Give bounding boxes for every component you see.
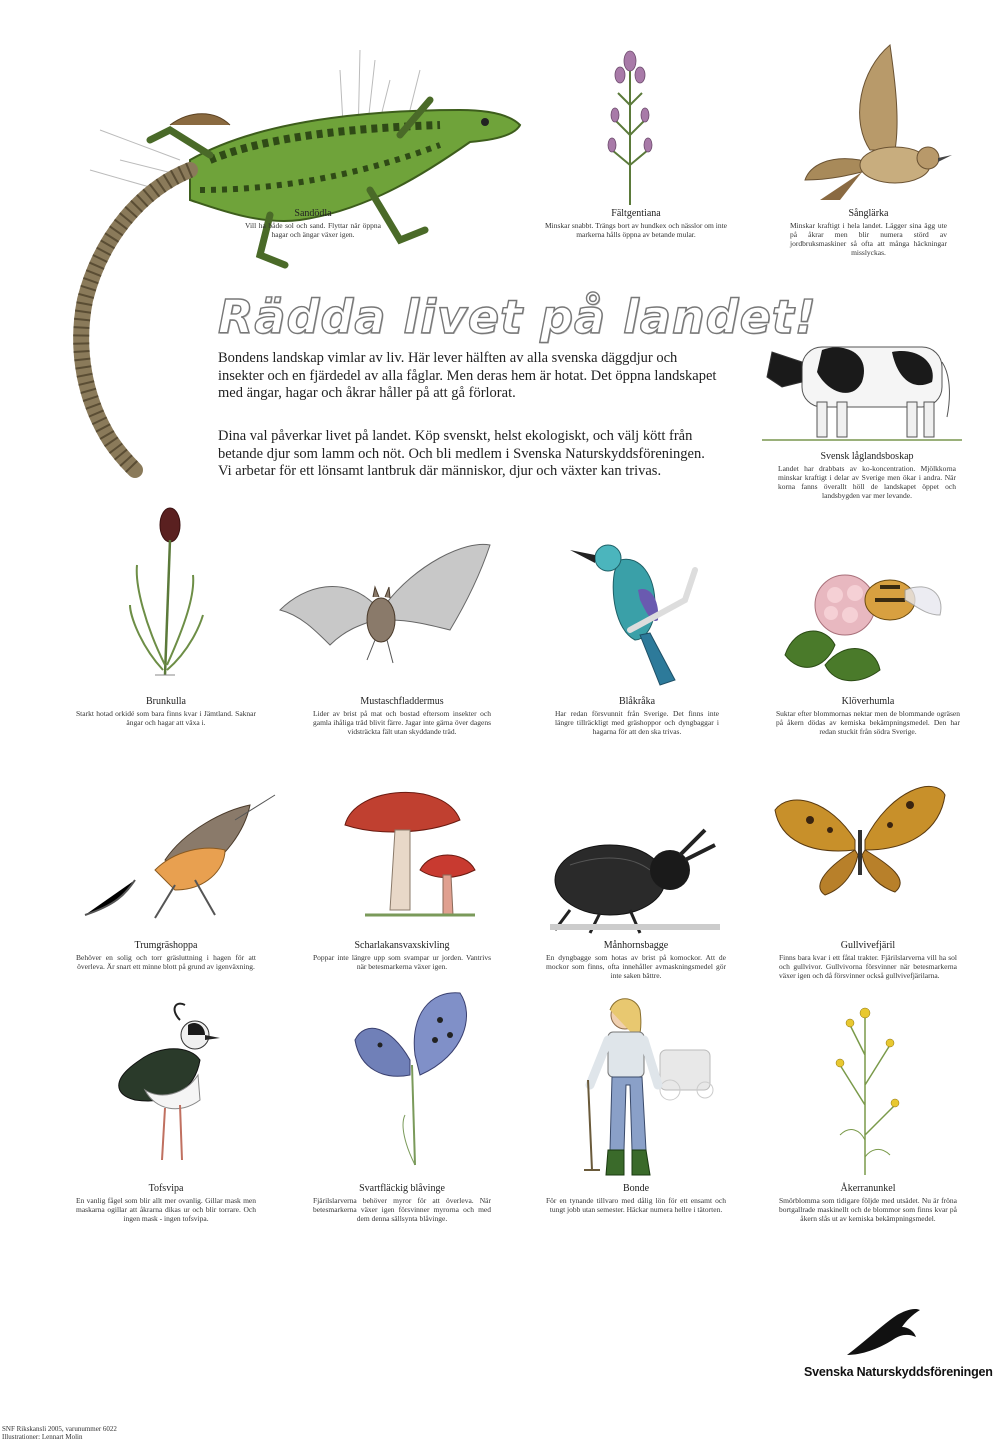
roller-bird-illustration xyxy=(560,530,720,690)
field-gentian-illustration xyxy=(600,45,660,205)
species-description: En vanlig fågel som blir allt mer ovanlig. Gillar mask men maskarna ogillar att åkrarna dikas ur och blir torrare. Och ingen mask - ingen tofsvipa. xyxy=(76,1196,256,1223)
caption-brunkulla xyxy=(76,696,256,727)
species-description: Starkt hotad orkidé som bara finns kvar i Jämtland. Saknar ängar och hagar att växa i. xyxy=(76,709,256,727)
species-name: Blåkråka xyxy=(618,696,656,707)
snf-swallow-logo-icon xyxy=(842,1305,922,1360)
species-description: Behöver en solig och torr gräsluttning i hagen för att överleva. Är snart ett minne blott på grund av igenväxning. xyxy=(76,953,256,971)
large-blue-butterfly-illustration xyxy=(350,985,480,1170)
caption-blakraka xyxy=(555,696,719,736)
caption-svensk-laglandsboskap xyxy=(778,451,956,500)
footer-line-2: Illustrationer: Lennart Molin xyxy=(2,1433,83,1441)
species-description: Suktar efter blommornas nektar men de blommande ogräsen på åkern dödas av kemiska bekämpningsmedel. Den har redan stuckit från södra Sverige. xyxy=(776,709,960,736)
species-description: Finns bara kvar i ett fåtal trakter. Fjärilslarverna vill ha sol och gullvivor. Gullvivorna försvinner när betesmarkerna växer igen och då försvinner också gullvivefjärilarna. xyxy=(779,953,957,980)
bumblebee-clover-illustration xyxy=(765,545,955,685)
caption-kloverhumla xyxy=(776,696,960,736)
caption-manhornsbagge xyxy=(546,940,726,980)
farmer-illustration xyxy=(570,990,730,1180)
species-description: Poppar inte längre upp som svampar ur jorden. Vantrivs när betesmarkerna växer igen. xyxy=(313,953,491,971)
sand-lizard-illustration xyxy=(40,40,540,480)
species-name: Brunkulla xyxy=(146,696,186,707)
species-description: Minskar kraftigt i hela landet. Lägger sina ägg ute på åkrar men blir numera störd av jordbruksmaskiner så ofta att många häckningar misslyckas. xyxy=(790,221,947,257)
lapwing-illustration xyxy=(100,990,230,1175)
brunkulla-illustration xyxy=(125,505,205,680)
caption-gullvivefjaril xyxy=(779,940,957,980)
species-name: Trumgräshoppa xyxy=(134,940,198,951)
species-name: Klöverhumla xyxy=(841,696,895,707)
species-name: Svensk låglandsboskap xyxy=(820,451,914,462)
species-name: Åkerranunkel xyxy=(840,1183,896,1194)
species-name: Scharlakansvaxskivling xyxy=(354,940,450,951)
species-name: Sandödla xyxy=(294,208,332,219)
species-name: Tofsvipa xyxy=(148,1183,184,1194)
bat-illustration xyxy=(275,535,495,670)
minotaur-beetle-illustration xyxy=(540,815,730,935)
species-description: En dyngbagge som hotas av brist på komockor. Att de mockor som finns, ofta innehåller avmaskningsmedel gör inte saken bättre. xyxy=(546,953,726,980)
species-name: Mustaschfladdermus xyxy=(360,696,444,707)
corn-buttercup-illustration xyxy=(820,985,910,1175)
caption-svartflackig-blavinge xyxy=(313,1183,491,1223)
species-description: Har redan försvunnit från Sverige. Det finns inte längre tillräckligt med gräshoppor och dyngbaggar i hagarna för att den ska trivas. xyxy=(555,709,719,736)
caption-faltgentiana xyxy=(545,208,727,239)
species-description: Minskar snabbt. Trängs bort av hundkex och nässlor om inte markerna hålls öppna av betande mular. xyxy=(545,221,727,239)
footer-line-1: SNF Rikskansli 2005, varunummer 6022 xyxy=(2,1425,117,1433)
species-description: Smörblomma som tidigare följde med utsädet. Nu är fröna bortgallrade maskinellt och de blommor som finns kvar på åkern slås ut av kemiska bekämpningsmedel. xyxy=(779,1196,957,1223)
caption-scharlakansvaxskivling xyxy=(313,940,491,971)
caption-tofsvipa xyxy=(76,1183,256,1223)
page-headline: Rädda livet på landet! xyxy=(218,290,817,344)
caption-sandodla xyxy=(245,208,381,239)
species-description: Fjärilslarverna behöver myror för att överleva. När betesmarkerna växer igen försvinner myrorna och med dem denna sällsynta blåvinge. xyxy=(313,1196,491,1223)
species-description: För en tynande tillvaro med dålig lön för ett ensamt och tungt jobb utan semester. Häckar numera hellre i tätorten. xyxy=(546,1196,726,1214)
species-name: Gullvivefjäril xyxy=(840,940,896,951)
caption-mustaschfladdermus xyxy=(313,696,491,736)
caption-trumgrashoppa xyxy=(76,940,256,971)
species-description: Lider av brist på mat och bostad eftersom insekter och gamla ihåliga träd blivit färre. Jagar inte gärna över dagens vidsträckta fält utan skyddande träd. xyxy=(313,709,491,736)
species-name: Svartfläckig blåvinge xyxy=(359,1183,445,1194)
skylark-illustration xyxy=(800,40,960,210)
species-name: Månhornsbagge xyxy=(603,940,669,951)
caption-sanglarka xyxy=(790,208,947,257)
scarlet-waxcap-illustration xyxy=(335,775,485,920)
grasshopper-illustration xyxy=(75,790,275,920)
species-description: Landet har drabbats av ko-koncentration. Mjölkkorna minskar kraftigt i delar av Sverige men ökar i andra. När korna fanns överallt höll de landskapet öppet och landsbygden var mer levande. xyxy=(778,464,956,500)
snf-logo-text: Svenska Naturskyddsföreningen xyxy=(804,1365,993,1379)
caption-akerranunkel xyxy=(779,1183,957,1223)
duke-of-burgundy-butterfly-illustration xyxy=(770,770,950,900)
species-name: Sånglärka xyxy=(848,208,889,219)
intro-paragraph-2: Dina val påverkar livet på landet. Köp svenskt, helst ekologiskt, och välj kött från betande djur som lamm och nöt. Och bli medlem i Svenska Naturskyddsföreningen. Vi arbetar för ett lönsamt lantbruk där människor, djur och växter kan trivas. xyxy=(218,428,705,479)
intro-paragraph-1: Bondens landskap vimlar av liv. Här lever hälften av alla svenska däggdjur och insekter och en fjärdedel av alla fåglar. Men deras hem är hotat. Det öppna landskapet med ängar, hagar och åkrar håller på att gå förlorat. xyxy=(218,350,717,401)
species-name: Fältgentiana xyxy=(611,208,661,219)
species-description: Vill ha både sol och sand. Flyttar när öppna hagar och ängar växer igen. xyxy=(245,221,381,239)
caption-bonde xyxy=(546,1183,726,1214)
species-name: Bonde xyxy=(622,1183,650,1194)
